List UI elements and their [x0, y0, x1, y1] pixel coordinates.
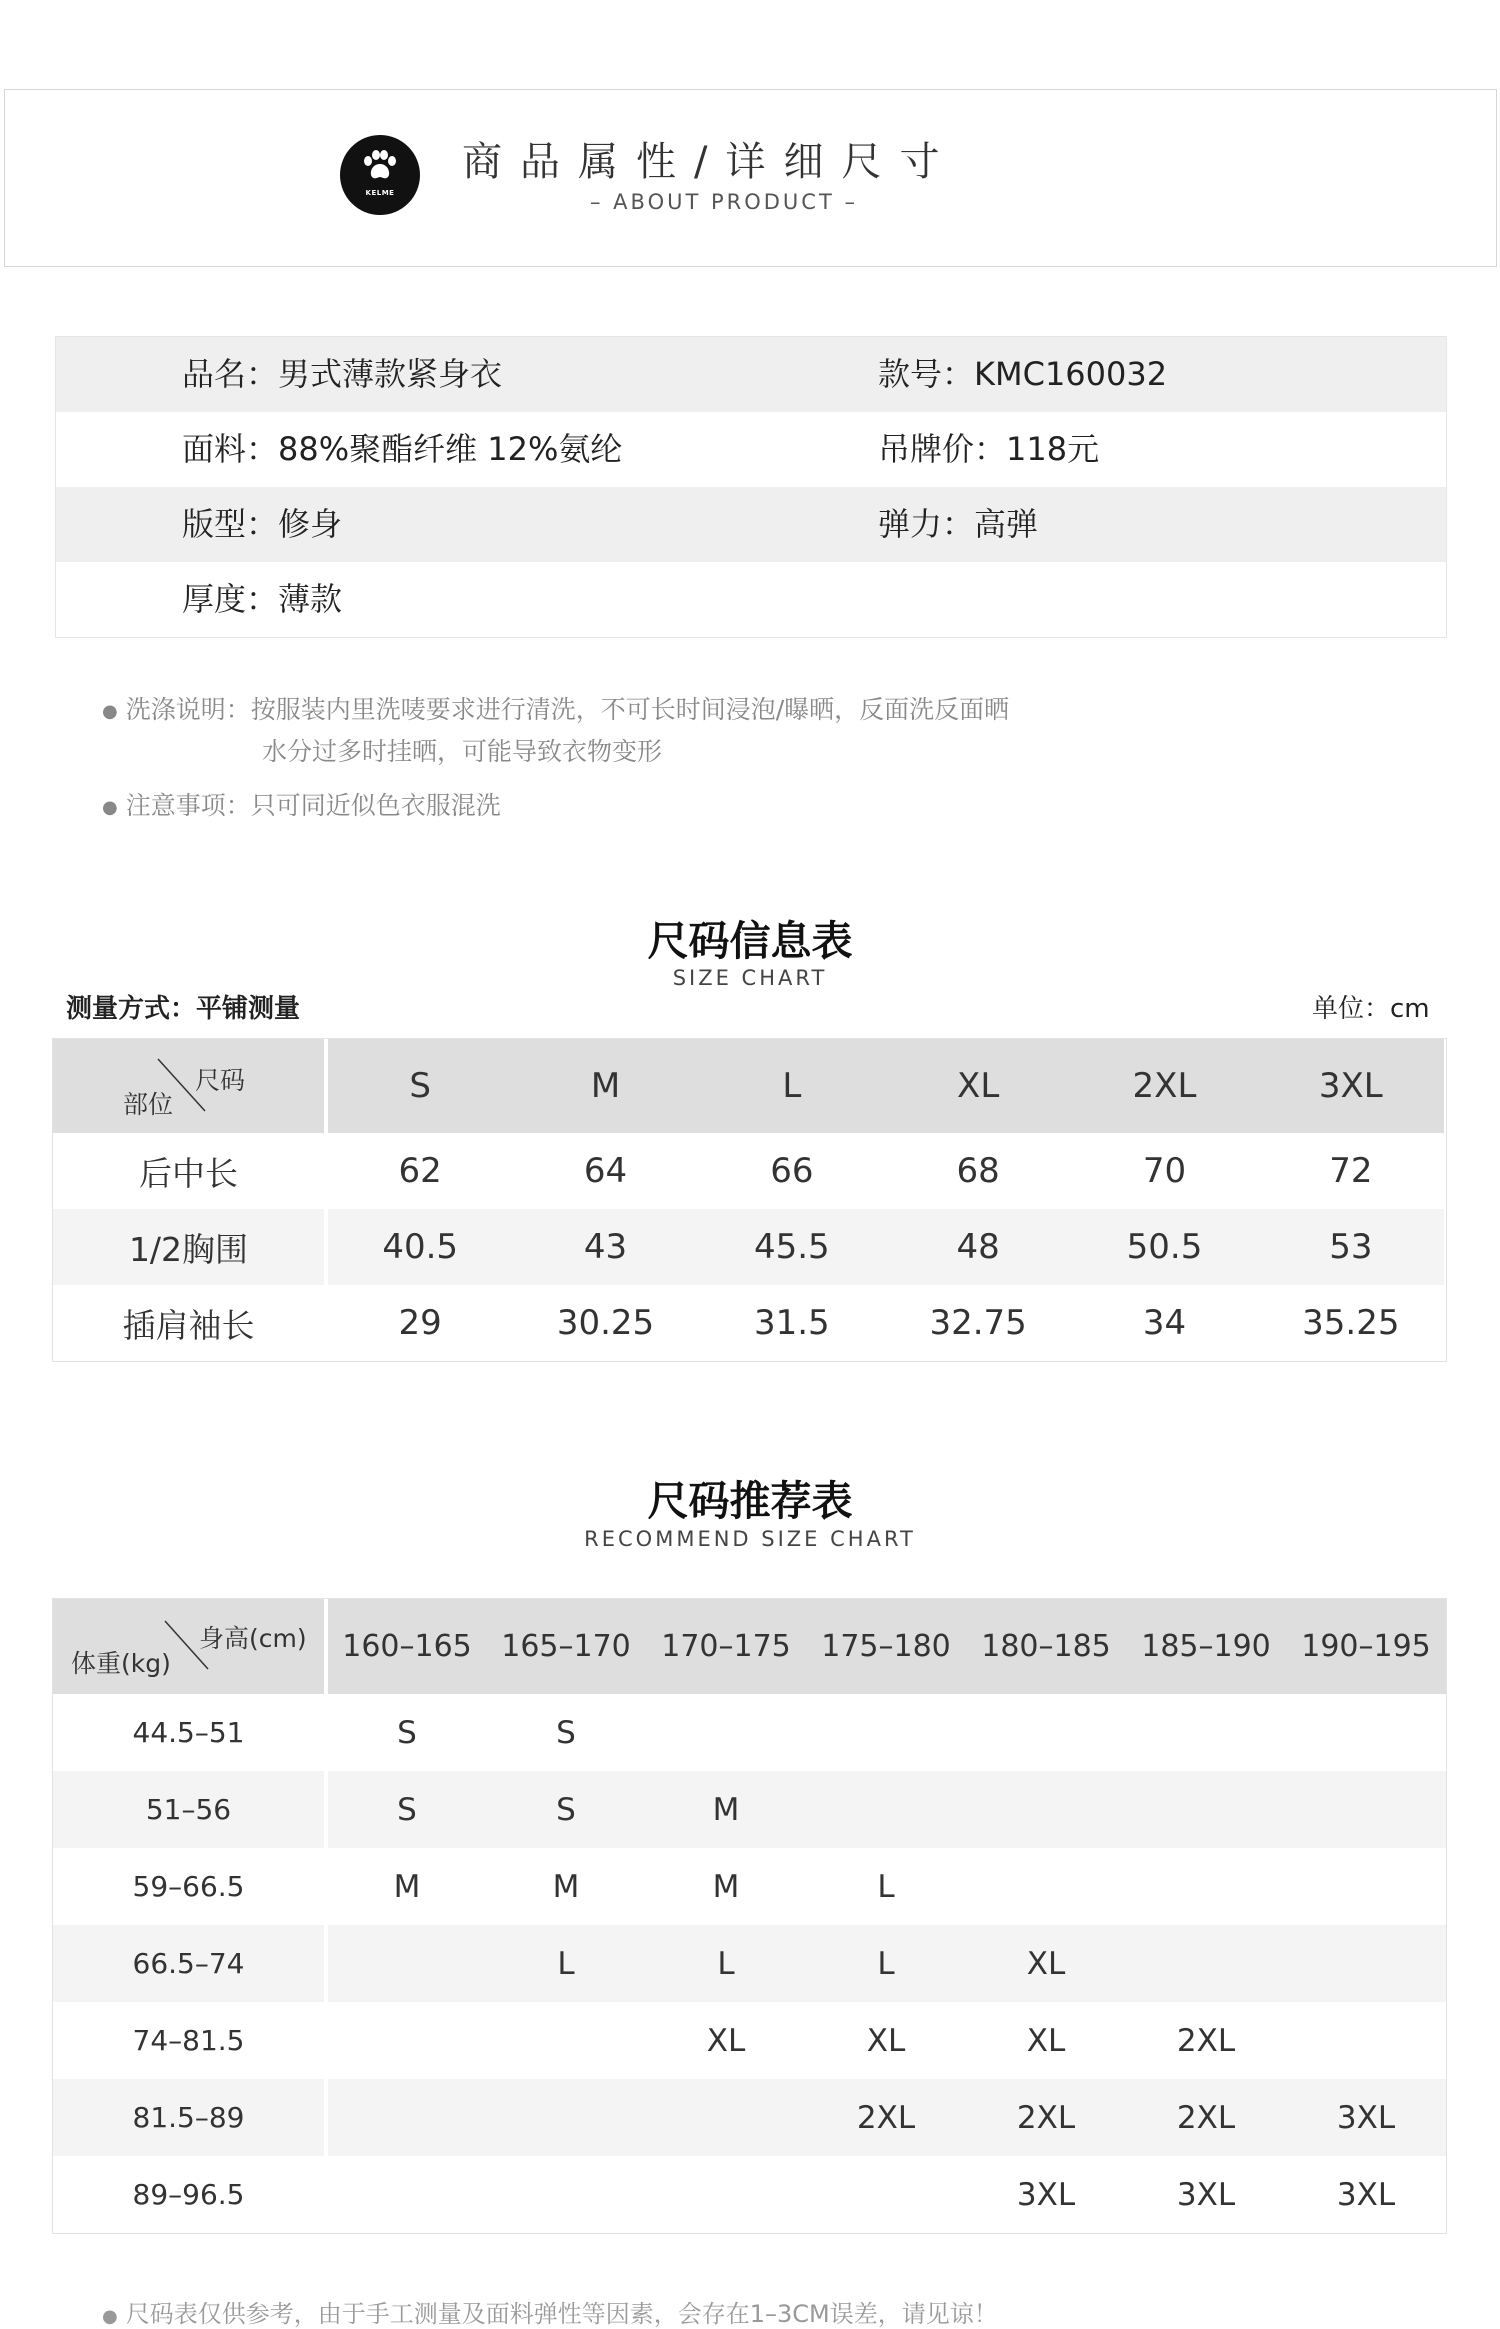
table-cell: L	[646, 1925, 806, 2002]
size-footnote: ● 尺码表仅供参考，由于手工测量及面料弹性等因素，会存在1–3CM误差，请见谅！	[102, 2300, 998, 2328]
table-cell: XL	[866, 2022, 906, 2059]
table-row	[53, 1285, 1444, 1361]
table-cell	[646, 2079, 806, 2156]
logo-wordmark: KELME	[365, 189, 395, 197]
table-cell: 64	[583, 1151, 628, 1191]
size-chart-title: 尺码信息表	[647, 917, 853, 965]
table-cell	[326, 2156, 486, 2233]
corner-col-label: 身高(cm)	[199, 1624, 307, 1653]
table-cell: XL	[1026, 2022, 1066, 2059]
table-cell: S	[556, 1714, 576, 1751]
table-cell: 2XL	[1176, 2022, 1236, 2059]
table-cell	[1286, 1771, 1446, 1848]
column-header: 185–190	[1126, 1599, 1286, 1694]
table-cell: 70	[1142, 1151, 1187, 1191]
table-cell	[966, 1694, 1126, 1771]
measure-method: 测量方式：平铺测量	[66, 994, 301, 1024]
table-row	[53, 1209, 1444, 1285]
table-cell	[326, 2002, 486, 2079]
recommend-chart-subtitle: RECOMMEND SIZE CHART	[584, 1527, 916, 1551]
table-cell: 3XL	[1336, 2176, 1396, 2213]
table-cell	[326, 1925, 486, 2002]
column-header: 160–165	[326, 1599, 486, 1694]
table-cell: 35.25	[1302, 1303, 1400, 1343]
attribute-elasticity: 弹力：高弹	[878, 505, 1039, 543]
table-cell	[1286, 1848, 1446, 1925]
wash-instructions-text: 洗涤说明：按服装内里洗唛要求进行清洗，不可长时间浸泡/曝晒，反面洗反面晒	[125, 695, 1010, 724]
table-cell: S	[486, 1771, 646, 1848]
table-cell: M	[393, 1868, 421, 1905]
attribute-table	[55, 336, 1447, 638]
table-row	[53, 2156, 1446, 2233]
row-header: 51–56	[53, 1771, 326, 1848]
table-cell: XL	[706, 2022, 746, 2059]
table-cell: XL	[966, 1925, 1126, 2002]
column-header: 3XL	[1258, 1039, 1444, 1133]
table-cell: 48	[885, 1209, 1071, 1285]
table-cell	[1126, 1848, 1286, 1925]
table-cell: 68	[956, 1151, 1000, 1191]
size-chart-header-row	[53, 1039, 1444, 1133]
table-cell: 40.5	[326, 1209, 512, 1285]
table-row	[53, 2079, 1446, 2156]
attribute-name: 品名：男式薄款紧身衣	[182, 355, 503, 393]
table-cell	[966, 1771, 1126, 1848]
size-chart-table	[52, 1038, 1447, 1362]
table-cell	[486, 2002, 646, 2079]
caution-note: ● 注意事项：只可同近似色衣服混洗	[102, 791, 501, 820]
paw-icon	[360, 149, 400, 185]
table-cell: 62	[398, 1151, 442, 1191]
table-cell	[806, 1771, 966, 1848]
row-header: 74–81.5	[53, 2002, 326, 2079]
table-cell: M	[712, 1868, 740, 1905]
attribute-style-number: 款号：KMC160032	[878, 355, 1168, 393]
table-cell	[1286, 2002, 1446, 2079]
table-row	[53, 1694, 1446, 1771]
column-header: S	[326, 1039, 512, 1133]
header-subtitle: – ABOUT PRODUCT –	[590, 190, 858, 214]
column-header: 175–180	[806, 1599, 966, 1694]
table-cell: 2XL	[966, 2079, 1126, 2156]
caution-note-text: 注意事项：只可同近似色衣服混洗	[125, 791, 501, 820]
column-header: 170–175	[646, 1599, 806, 1694]
corner-row-label: 部位	[123, 1090, 174, 1119]
table-cell	[1126, 1925, 1286, 2002]
table-cell: 32.75	[929, 1303, 1027, 1343]
recommend-chart-title: 尺码推荐表	[647, 1477, 853, 1525]
table-cell	[486, 2079, 646, 2156]
table-cell	[1286, 1694, 1446, 1771]
brand-logo	[340, 135, 420, 215]
row-header: 1/2胸围	[53, 1209, 326, 1285]
column-header: 165–170	[486, 1599, 646, 1694]
table-cell: 45.5	[699, 1209, 885, 1285]
row-header: 插肩袖长	[53, 1285, 326, 1361]
table-cell: 31.5	[753, 1303, 830, 1343]
wash-instructions: ● 洗涤说明：按服装内里洗唛要求进行清洗，不可长时间浸泡/曝晒，反面洗反面晒	[102, 695, 1010, 724]
attribute-thickness: 厚度：薄款	[182, 580, 343, 618]
row-header: 44.5–51	[53, 1694, 326, 1771]
attribute-row	[56, 412, 1446, 487]
size-chart-corner	[53, 1039, 326, 1133]
table-cell: 3XL	[1016, 2176, 1076, 2213]
table-cell	[646, 1694, 806, 1771]
recommend-header-row	[53, 1599, 1446, 1694]
column-header: 2XL	[1071, 1039, 1257, 1133]
corner-row-label: 体重(kg)	[71, 1649, 171, 1678]
corner-divider	[53, 1039, 322, 1133]
table-cell	[1126, 1694, 1286, 1771]
corner-col-label: 尺码	[195, 1066, 246, 1095]
table-cell: 29	[398, 1303, 442, 1343]
table-cell: 30.25	[556, 1303, 655, 1343]
table-cell: 34	[1142, 1303, 1187, 1343]
table-row	[53, 2002, 1446, 2079]
table-cell: S	[326, 1771, 486, 1848]
table-cell	[1286, 1925, 1446, 2002]
table-row	[53, 1848, 1446, 1925]
table-cell	[326, 2079, 486, 2156]
table-cell	[1126, 1771, 1286, 1848]
row-header: 89–96.5	[53, 2156, 326, 2233]
column-header: 190–195	[1286, 1599, 1446, 1694]
attribute-row	[56, 487, 1446, 562]
table-cell: M	[552, 1868, 580, 1905]
table-row	[53, 1925, 1446, 2002]
table-cell: 50.5	[1071, 1209, 1257, 1285]
table-cell: L	[806, 1925, 966, 2002]
table-cell: 2XL	[1126, 2079, 1286, 2156]
row-header: 后中长	[53, 1133, 326, 1209]
wash-instructions-continued: 水分过多时挂晒，可能导致衣物变形	[262, 737, 663, 766]
column-header: M	[512, 1039, 698, 1133]
column-header: XL	[885, 1039, 1071, 1133]
recommend-corner	[53, 1599, 326, 1694]
table-cell	[806, 2156, 966, 2233]
table-cell: 53	[1258, 1209, 1444, 1285]
table-cell: 72	[1329, 1151, 1373, 1191]
table-row	[53, 1771, 1446, 1848]
attribute-price: 吊牌价：118元	[878, 430, 1100, 468]
table-cell	[806, 1694, 966, 1771]
column-header: 180–185	[966, 1599, 1126, 1694]
column-header: L	[699, 1039, 885, 1133]
table-cell: 66	[770, 1151, 814, 1191]
table-cell	[646, 2156, 806, 2233]
size-chart-subtitle: SIZE CHART	[672, 966, 828, 990]
row-header: 66.5–74	[53, 1925, 326, 2002]
header-title: 商品属性/详细尺寸	[462, 139, 958, 185]
table-cell: 2XL	[806, 2079, 966, 2156]
attribute-fit: 版型：修身	[182, 505, 343, 543]
table-row	[53, 1133, 1444, 1209]
attribute-row	[56, 562, 1446, 637]
table-cell: 3XL	[1286, 2079, 1446, 2156]
table-cell: L	[877, 1868, 895, 1905]
attribute-row	[56, 337, 1446, 412]
row-header: 81.5–89	[53, 2079, 326, 2156]
table-cell: 43	[512, 1209, 698, 1285]
attribute-fabric: 面料：88%聚酯纤维 12%氨纶	[182, 430, 623, 468]
row-header: 59–66.5	[53, 1848, 326, 1925]
table-cell: S	[397, 1714, 417, 1751]
table-cell	[966, 1848, 1126, 1925]
recommend-chart-table	[52, 1598, 1447, 2234]
table-cell: L	[486, 1925, 646, 2002]
unit-label: 单位：cm	[1312, 994, 1430, 1024]
table-cell: 3XL	[1176, 2176, 1236, 2213]
table-cell: M	[646, 1771, 806, 1848]
table-cell	[486, 2156, 646, 2233]
size-footnote-text: 尺码表仅供参考，由于手工测量及面料弹性等因素，会存在1–3CM误差，请见谅！	[125, 2300, 998, 2328]
